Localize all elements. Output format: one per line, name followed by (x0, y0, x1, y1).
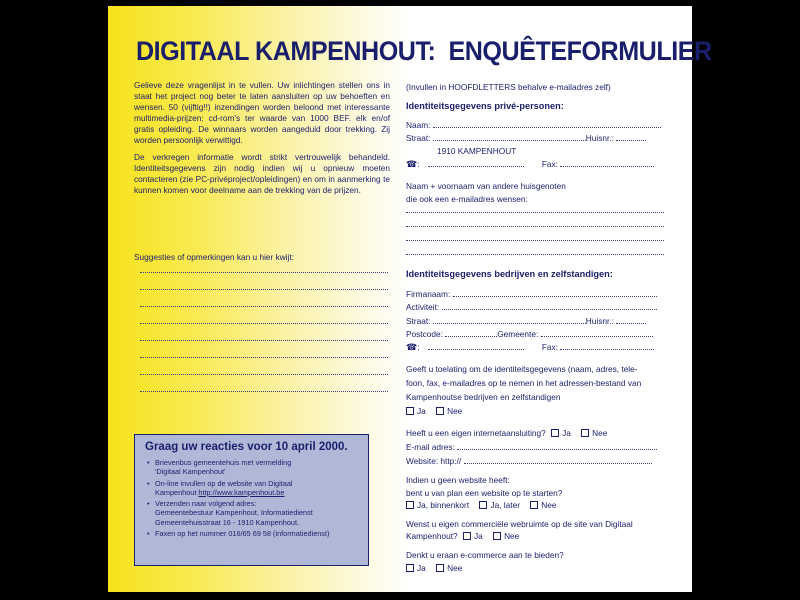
infobox-item-line: Kampenhout (155, 487, 199, 497)
plan-question-2: bent u van plan een website op te starten? (406, 488, 563, 498)
checkbox[interactable] (530, 501, 538, 509)
plan-options (406, 500, 557, 510)
postcode-municipality-field[interactable] (406, 329, 653, 339)
field-label: Fax: (541, 159, 558, 169)
plan-no-option[interactable] (530, 500, 556, 510)
list-item (149, 529, 368, 538)
business-section-header: Identiteitsgegevens bedrijven en zelfstandigen: (406, 269, 613, 279)
infobox-item-line: Gemeentehuisstraat 16 - 1910 Kampenhout. (155, 517, 300, 527)
plan-soon-option[interactable] (406, 500, 469, 510)
suggestion-line[interactable] (140, 340, 388, 341)
website-link[interactable]: http://www.kampenhout.be (198, 487, 285, 497)
household-line[interactable] (406, 212, 664, 213)
option-label: Nee (447, 406, 463, 416)
business-street-field[interactable] (406, 316, 646, 326)
private-section-header: Identiteitsgegevens privé-personen: (406, 101, 564, 111)
consent-question-2: foon, fax, e-mailadres op te nemen in het adressen-bestand van (406, 378, 642, 388)
infobox-title: Graag uw reacties voor 10 april 2000. (145, 441, 348, 453)
household-label-1: Naam + voornaam van andere huisgenoten (406, 181, 566, 191)
suggestion-line[interactable] (140, 323, 388, 324)
infobox-item-line: Gemeentebestuur Kampenhout, Informatiedienst (155, 508, 313, 518)
ecommerce-yes-option[interactable] (406, 563, 426, 573)
internet-question (406, 428, 607, 438)
company-name-field[interactable] (406, 289, 657, 299)
field-label: Activiteit: (406, 302, 440, 312)
phone-icon: ☎ (406, 159, 418, 169)
infobox-item-line: • Brievenbus gemeentehuis met vermelding (155, 458, 292, 467)
ecommerce-no-option[interactable] (436, 563, 462, 573)
household-label-2: die ook een e-mailadres wensen: (406, 194, 528, 204)
option-label: Ja (562, 428, 571, 438)
household-line[interactable] (406, 254, 664, 255)
field-label: Huisnr.: (585, 316, 614, 326)
commercial-yes-option[interactable] (463, 531, 483, 541)
suggestion-line[interactable] (140, 289, 388, 290)
suggestion-line[interactable] (140, 357, 388, 358)
checkbox[interactable] (406, 564, 414, 572)
plan-later-option[interactable] (479, 500, 520, 510)
checkbox[interactable] (406, 501, 414, 509)
commercial-question-2 (406, 531, 519, 541)
suggestion-line[interactable] (140, 272, 388, 273)
internet-yes-option[interactable] (551, 428, 571, 438)
infobox-item-line: • Faxen op het nummer 016/65 69 58 (informatiedienst) (155, 529, 330, 539)
private-city: 1910 KAMPENHOUT (437, 146, 517, 156)
field-label: Fax: (541, 342, 558, 352)
ecommerce-question: Denkt u eraan e-commerce aan te bieden? (406, 550, 564, 560)
option-label: Ja (417, 563, 426, 573)
commercial-question-1: Wenst u eigen commerciële webruimte op de site van Digitaal (406, 519, 633, 529)
consent-options (406, 406, 462, 416)
field-label: Postcode: (406, 329, 443, 339)
option-label: Nee (447, 563, 463, 573)
question-label: Heeft u een eigen internetaansluiting? (406, 428, 546, 438)
private-phone-fax-field[interactable]: ☎: Fax: (406, 159, 654, 170)
plan-question-1: Indien u geen website heeft: (406, 475, 510, 485)
household-line[interactable] (406, 226, 664, 227)
field-label: Straat: (406, 316, 431, 326)
suggestion-line[interactable] (140, 391, 388, 392)
consent-yes-option[interactable] (406, 406, 426, 416)
title-part1: DIGITAAL KAMPENHOUT: (136, 36, 436, 66)
ecommerce-options (406, 563, 462, 573)
household-line[interactable] (406, 240, 664, 241)
phone-icon: ☎ (406, 342, 418, 352)
consent-no-option[interactable] (436, 406, 462, 416)
suggestions-label: Suggesties of opmerkingen kan u hier kwijt: (134, 252, 295, 262)
option-label: Nee (592, 428, 608, 438)
field-label: E-mail adres: (406, 442, 455, 452)
list-item (149, 499, 368, 527)
option-label: Nee (541, 500, 557, 510)
field-label: Huisnr.: (585, 133, 614, 143)
private-name-field[interactable] (406, 120, 661, 130)
checkbox[interactable] (493, 532, 501, 540)
infobox-item-line: 'Digitaal Kampenhout' (155, 467, 226, 477)
activity-field[interactable] (406, 302, 657, 312)
infobox-item-line: • On-line invullen op de website van Digitaal (155, 478, 293, 488)
option-label: Ja, binnenkort (417, 500, 470, 510)
field-label: Firmanaam: (406, 289, 451, 299)
consent-question-3: Kampenhoutse bedrijven en zelfstandigen (406, 392, 561, 402)
option-label: Ja (417, 406, 426, 416)
checkbox[interactable] (406, 407, 414, 415)
checkbox[interactable] (581, 429, 589, 437)
question-label: Kampenhout? (406, 531, 458, 541)
checkbox[interactable] (436, 564, 444, 572)
list-item (149, 479, 368, 498)
field-label: Gemeente: (497, 329, 539, 339)
internet-no-option[interactable] (581, 428, 607, 438)
website-field[interactable] (406, 456, 652, 466)
suggestion-line[interactable] (140, 374, 388, 375)
checkbox[interactable] (436, 407, 444, 415)
intro-text (134, 80, 390, 202)
deadline-info-box (134, 434, 369, 566)
checkbox[interactable] (463, 532, 471, 540)
form-page (108, 6, 712, 592)
consent-question-1: Geeft u toelating om de identiteitsgegevens (naam, adres, tele- (406, 364, 638, 374)
field-label: Straat: (406, 133, 431, 143)
title-part2: ENQUÊTEFORMULIER (448, 36, 712, 66)
infobox-item-line: • Verzenden naar volgend adres: (155, 499, 257, 509)
field-label: Naam: (406, 120, 431, 130)
intro-paragraph-2: De verkregen informatie wordt strikt vertrouwelijk behandeld. Identiteitsgegevens zijn nodig indien wij u opnieuw moeten contacteren (zie PC-privéproject/opleidingen) en om in aanmerking te kunnen komen voor deelname aan de trekking van de prijzen. (134, 152, 390, 195)
checkbox[interactable] (551, 429, 559, 437)
page-title (136, 36, 712, 67)
intro-paragraph-1: Gelieve deze vragenlijst in te vullen. Uw inlichtingen stellen ons in staat het project nog beter te laten aansluiten op uw behoeften en wensen. 50 (vijftig!!) inzendingen worden beloond met interessante multimedia-prijzen: cd-rom's ter waarde van 1000 BEF. elk en/of gratis opleiding. De winnaars worden aangeduid door trekking. Zij worden persoonlijk verwittigd. (134, 80, 390, 145)
checkbox[interactable] (479, 501, 487, 509)
infobox-list (135, 458, 368, 538)
commercial-no-option[interactable] (493, 531, 519, 541)
suggestion-line[interactable] (140, 306, 388, 307)
option-label: Ja, later (490, 500, 520, 510)
email-field[interactable] (406, 442, 657, 452)
option-label: Nee (504, 531, 520, 541)
option-label: Ja (473, 531, 483, 541)
field-label: Website: http:// (406, 456, 462, 466)
private-street-field[interactable] (406, 133, 646, 143)
form-instruction: (Invullen in HOOFDLETTERS behalve e-mailadres zelf) (406, 82, 611, 92)
list-item (149, 458, 368, 477)
business-phone-fax-field[interactable]: ☎: Fax: (406, 342, 654, 353)
